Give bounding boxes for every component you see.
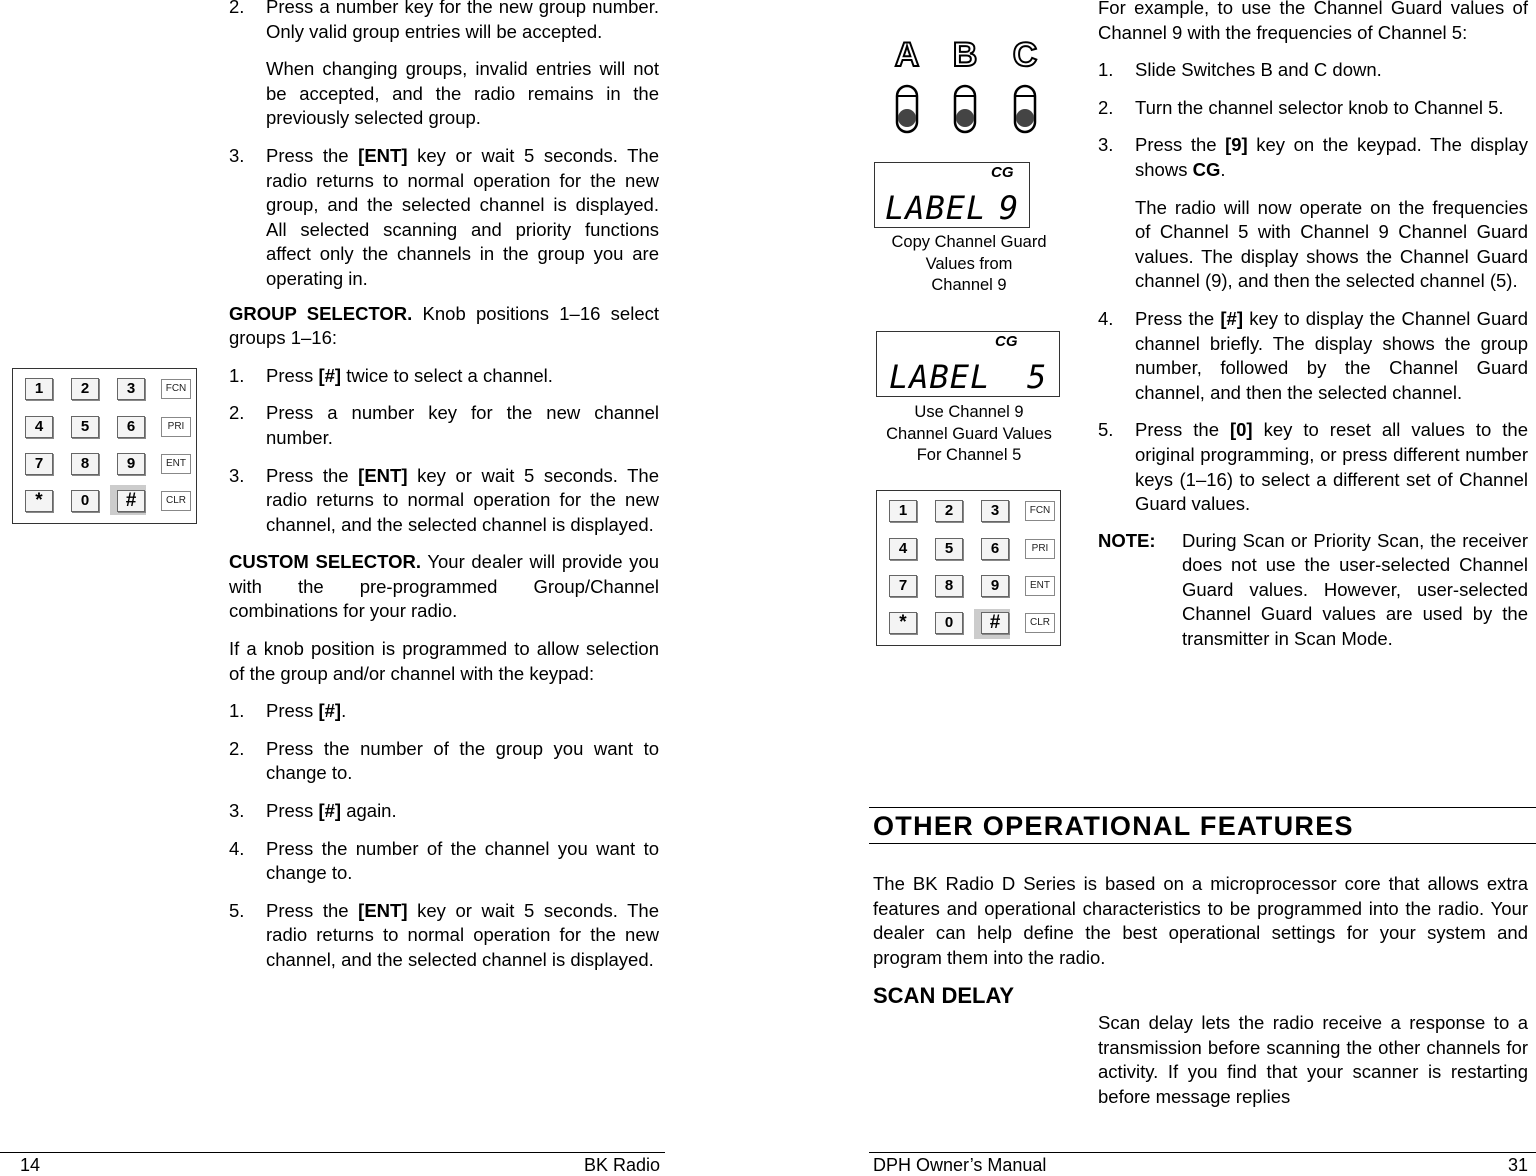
- step-item: [229, 0, 659, 44]
- keypad-key: 4: [889, 538, 917, 560]
- keypad-key: 3: [117, 378, 145, 400]
- keypad-key: 3: [981, 500, 1009, 522]
- step-item: [1098, 96, 1528, 121]
- caption-copy-channel-guard: Copy Channel Guard Values from Channel 9: [891, 233, 1047, 294]
- keypad-function-key: PRI: [1025, 539, 1055, 559]
- step-item: [229, 699, 659, 724]
- step-number: 5.: [1098, 419, 1114, 441]
- step-key-label: [9]: [1225, 134, 1248, 156]
- step-text: Press a number key for the new channel number.: [266, 402, 659, 448]
- step-text: Press the number of the group you want to change to.: [266, 737, 659, 784]
- lcd-channel: 9: [999, 189, 1019, 227]
- keypad-key: 1: [889, 500, 917, 522]
- keypad-key: 6: [117, 416, 145, 438]
- footer-left-title: BK Radio: [583, 1155, 660, 1175]
- cg-indicator: CG: [995, 333, 1018, 350]
- step-number: 5.: [229, 899, 245, 921]
- step-text: Press the: [1135, 307, 1221, 329]
- step-text: Slide Switches B and C down.: [1135, 59, 1382, 81]
- keypad-key: 4: [25, 416, 53, 438]
- step-text: Press the: [266, 144, 359, 166]
- keypad-key: 8: [71, 453, 99, 475]
- keypad-function-key: FCN: [161, 379, 191, 399]
- step-text: Press the number of the channel you want to change to.: [266, 837, 659, 884]
- step-item: [229, 737, 659, 786]
- step-number: 1.: [1098, 59, 1114, 81]
- step-item: [1098, 307, 1528, 405]
- switch-label: A: [894, 36, 920, 74]
- keypad-key: *: [25, 490, 53, 512]
- keypad-key: *: [889, 612, 917, 634]
- footer-rule-right: [869, 1152, 1536, 1153]
- step-item: [1098, 133, 1528, 182]
- step-text: key to reset all values to the original programming, or press different number keys (1–16) to select a different set of Channel Guard values.: [1135, 419, 1528, 515]
- footer-left-page-number: 14: [20, 1155, 41, 1175]
- step-key-label: [#]: [318, 700, 342, 722]
- switches-svg: [885, 34, 1055, 134]
- step-number: 2.: [229, 737, 245, 759]
- abc-switches: [885, 34, 1055, 134]
- footer-right-page-number: 31: [1507, 1155, 1528, 1175]
- keypad-key: #: [117, 490, 145, 512]
- switch-b: [953, 36, 978, 132]
- keypad-function-key: PRI: [161, 417, 191, 437]
- step-key-label: [ENT]: [358, 464, 408, 486]
- switch-label: C: [1012, 36, 1038, 74]
- footer-rule-left: [0, 1152, 665, 1153]
- step-number: 1.: [229, 700, 245, 722]
- step-number: 2.: [229, 402, 245, 424]
- caption-use-channel-guard: Use Channel 9 Channel Guard Values For Channel 5: [886, 403, 1052, 464]
- step-number: 1.: [229, 364, 245, 386]
- step-number: 4.: [1098, 307, 1114, 329]
- step-item: [1098, 58, 1528, 83]
- keypad-key: 2: [935, 500, 963, 522]
- lcd-display-channel-9: [874, 162, 1030, 228]
- keypad-key: 9: [981, 575, 1009, 597]
- step-number: 3.: [1098, 134, 1114, 156]
- step-item: [229, 464, 659, 538]
- step-number: 3.: [229, 144, 245, 166]
- lcd-label: LABEL: [889, 358, 991, 396]
- step-text: Press: [266, 700, 319, 722]
- keypad-illustration-left: [12, 368, 197, 524]
- step-key-label: [#]: [318, 800, 342, 822]
- note: [1098, 529, 1528, 652]
- left-text-column: [229, 0, 659, 973]
- step-item: [229, 837, 659, 886]
- right-text-column: [1098, 0, 1528, 652]
- keypad-key: 2: [71, 378, 99, 400]
- section-rule-bottom: [869, 843, 1536, 844]
- step-text: Press a number key for the new group number. Only valid group entries will be accepted.: [266, 0, 659, 42]
- step-item: [229, 401, 659, 450]
- step-key-label: [#]: [1220, 307, 1244, 329]
- step-text: When changing groups, invalid entries will not be accepted, and the radio remains in the previously selected group.: [266, 58, 659, 129]
- step-number: 4.: [229, 837, 245, 859]
- step-item: [229, 57, 659, 131]
- step-text: again.: [341, 800, 397, 822]
- lcd-display-channel-5: [876, 331, 1060, 397]
- footer-right-title: DPH Owner’s Manual: [873, 1155, 1047, 1175]
- section-title: OTHER OPERATIONAL FEATURES: [873, 811, 1354, 841]
- step-key-label: [0]: [1229, 419, 1253, 441]
- step-text: key or wait 5 seconds. The radio returns to normal operation for the new channel, and the selected channel is displayed.: [266, 464, 659, 535]
- step-text: .: [341, 700, 347, 722]
- switch-a: [895, 36, 920, 132]
- keypad-key: 5: [71, 416, 99, 438]
- step-text: key or wait 5 seconds. The radio returns to normal operation for the new channel, and the selected channel is displayed.: [266, 899, 659, 970]
- step-item: [229, 799, 659, 824]
- step-text: The radio will now operate on the frequencies of Channel 5 with Channel 9 Channel Guard values. The display shows the Channel Guard channel (9), and then the selected channel (5).: [1135, 196, 1528, 292]
- keypad-key: #: [981, 612, 1009, 634]
- group-selector-heading: GROUP SELECTOR.: [229, 302, 413, 324]
- keypad-illustration-right: [876, 490, 1061, 646]
- step-item: [229, 364, 659, 389]
- keypad-key: 9: [117, 453, 145, 475]
- keypad-function-key: FCN: [1025, 501, 1055, 521]
- step-number: 2.: [229, 0, 245, 17]
- note-text: During Scan or Priority Scan, the receiver does not use the user-selected Channel Guard values. However, user-selected Channel Guard values are used by the transmitter in Scan Mode.: [1182, 529, 1528, 650]
- section-rule-top: [869, 807, 1536, 808]
- step-text: Press the: [266, 899, 359, 921]
- step-text: Press: [266, 364, 319, 386]
- step-text: key on the keypad. The display shows: [1135, 134, 1528, 180]
- keypad-key: 7: [889, 575, 917, 597]
- step-text: Press the: [266, 464, 359, 486]
- knob-paragraph: If a knob position is programmed to allow selection of the group and/or channel with the keypad:: [229, 638, 659, 684]
- step-item: [1098, 418, 1528, 516]
- keypad-function-key: CLR: [1025, 613, 1055, 633]
- note-label: NOTE:: [1098, 529, 1156, 551]
- keypad-key: 5: [935, 538, 963, 560]
- scan-delay-heading: SCAN DELAY: [873, 983, 1014, 1008]
- keypad-key: 0: [935, 612, 963, 634]
- step-number: 3.: [229, 464, 245, 486]
- keypad-key: 8: [935, 575, 963, 597]
- keypad-function-key: CLR: [161, 491, 191, 511]
- step-item: [229, 899, 659, 973]
- step-key-label: [ENT]: [358, 899, 408, 921]
- step-number: 2.: [1098, 96, 1114, 118]
- keypad-key: 7: [25, 453, 53, 475]
- step-item: [1098, 196, 1528, 294]
- step-text: twice to select a channel.: [341, 364, 553, 386]
- step-text: .: [1220, 158, 1226, 180]
- keypad-function-key: ENT: [1025, 576, 1055, 596]
- keypad-key: 0: [71, 490, 99, 512]
- step-key-label: [#]: [318, 364, 342, 386]
- keypad-function-key: ENT: [161, 454, 191, 474]
- switch-label: B: [952, 36, 978, 74]
- scan-delay-paragraph: Scan delay lets the radio receive a response to a transmission before scanning the other channels for activity. If you find that your scanner is restarting before message replies: [1098, 1012, 1528, 1107]
- step-text: Press the: [1135, 134, 1226, 156]
- intro-paragraph: For example, to use the Channel Guard values of Channel 9 with the frequencies of Channel 5:: [1098, 0, 1528, 43]
- custom-selector-heading: CUSTOM SELECTOR.: [229, 551, 422, 573]
- lcd-channel: 5: [1027, 358, 1047, 396]
- keypad-key: 6: [981, 538, 1009, 560]
- cg-indicator: CG: [991, 164, 1014, 181]
- custom-selector-paragraph: CUSTOM SELECTOR. Your dealer will provide you with the pre-programmed Group/Channel combinations for your radio.: [229, 551, 659, 622]
- step-text: key or wait 5 seconds. The radio returns to normal operation for the new group, and the selected channel is displayed. All selected scanning and priority functions affect only the channels in the group you are operating in.: [266, 144, 659, 289]
- step-number: 3.: [229, 800, 245, 822]
- step-item: [229, 144, 659, 292]
- step-key-label: CG: [1192, 158, 1221, 180]
- lcd-label: LABEL: [885, 189, 987, 227]
- switch-c: [1013, 36, 1038, 132]
- step-text: Turn the channel selector knob to Channel 5.: [1135, 96, 1504, 118]
- section-paragraph: The BK Radio D Series is based on a microprocessor core that allows extra features and operational characteristics to be programmed into the radio. Your dealer can help define the best operational settings for your system and program them into the radio.: [873, 873, 1528, 968]
- keypad-key: 1: [25, 378, 53, 400]
- step-text: key to display the Channel Guard channel briefly. The display shows the group number, followed by the Channel Guard channel, and then the selected channel.: [1135, 307, 1528, 403]
- group-selector-paragraph: GROUP SELECTOR. Knob positions 1–16 select groups 1–16:: [229, 302, 659, 349]
- step-text: Press the: [1135, 419, 1230, 441]
- step-key-label: [ENT]: [358, 144, 408, 166]
- step-text: Press: [266, 800, 319, 822]
